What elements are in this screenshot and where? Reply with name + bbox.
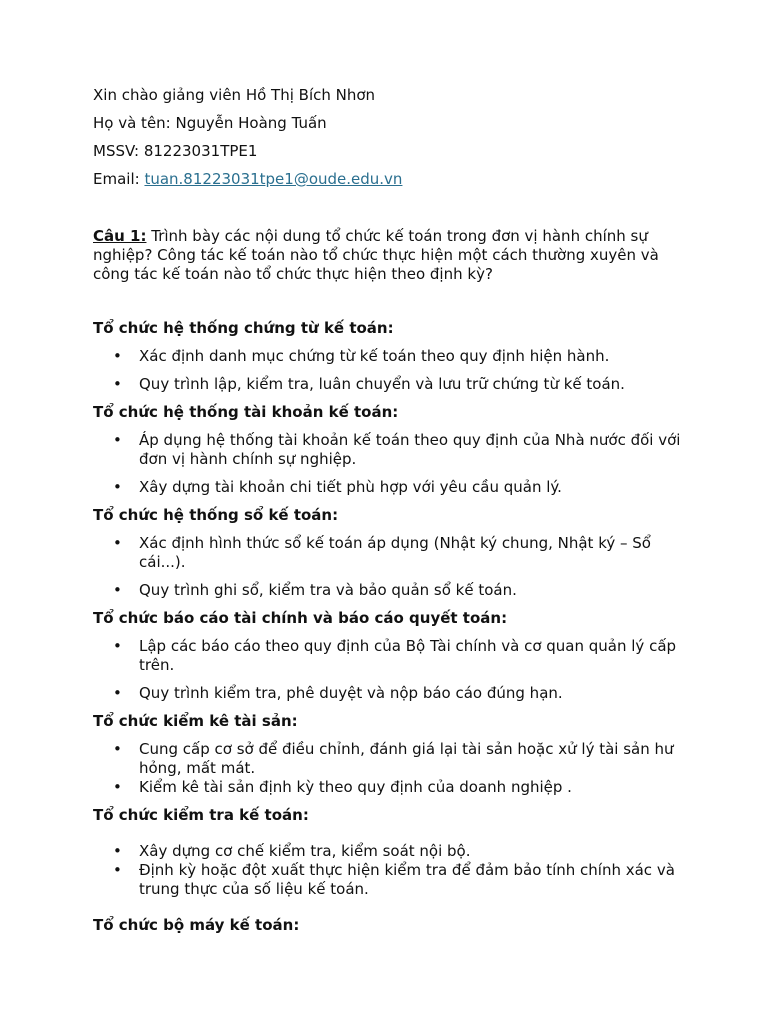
student-name-line: Họ và tên: Nguyễn Hoàng Tuấn bbox=[93, 114, 327, 132]
question-1 bbox=[93, 227, 683, 284]
list-item: • Quy trình kiểm tra, phê duyệt và nộp báo cáo đúng hạn. bbox=[93, 684, 683, 703]
email-link[interactable]: tuan.81223031tpe1@oude.edu.vn bbox=[144, 170, 403, 188]
section-list-tai-khoan bbox=[93, 431, 683, 497]
answer-content bbox=[93, 319, 683, 944]
list-item: • Xác định danh mục chứng từ kế toán theo quy định hiện hành. bbox=[93, 347, 683, 366]
question-text: Trình bày các nội dung tổ chức kế toán trong đơn vị hành chính sự nghiệp? Công tác kế toán nào tổ chức thực hiện một cách thường xuyên và công tác kế toán nào tổ chức thực hiện theo định kỳ? bbox=[93, 227, 659, 283]
email-line bbox=[93, 170, 693, 189]
list-item: • Xây dựng tài khoản chi tiết phù hợp với yêu cầu quản lý. bbox=[93, 478, 683, 497]
section-title-bo-may: Tổ chức bộ máy kế toán: bbox=[93, 916, 300, 934]
student-id-line: MSSV: 81223031TPE1 bbox=[93, 142, 258, 160]
list-item: • Quy trình ghi sổ, kiểm tra và bảo quản sổ kế toán. bbox=[93, 581, 683, 600]
section-title-kiem-tra: Tổ chức kiểm tra kế toán: bbox=[93, 806, 309, 824]
section-title-so-ke-toan: Tổ chức hệ thống sổ kế toán: bbox=[93, 506, 339, 524]
section-title-tai-khoan: Tổ chức hệ thống tài khoản kế toán: bbox=[93, 403, 399, 421]
email-label: Email: bbox=[93, 170, 145, 188]
list-item: • Định kỳ hoặc đột xuất thực hiện kiểm tra để đảm bảo tính chính xác và trung thực của số liệu kế toán. bbox=[93, 861, 683, 899]
greeting-line: Xin chào giảng viên Hồ Thị Bích Nhơn bbox=[93, 86, 376, 104]
list-item: • Kiểm kê tài sản định kỳ theo quy định của doanh nghiệp . bbox=[93, 778, 683, 797]
list-item: • Cung cấp cơ sở để điều chỉnh, đánh giá lại tài sản hoặc xử lý tài sản hư hỏng, mất mát. bbox=[93, 740, 683, 778]
list-item: • Xác định hình thức sổ kế toán áp dụng (Nhật ký chung, Nhật ký – Sổ cái...). bbox=[93, 534, 683, 572]
section-title-chung-tu: Tổ chức hệ thống chứng từ kế toán: bbox=[93, 319, 394, 337]
student-info bbox=[93, 86, 693, 198]
list-item: • Lập các báo cáo theo quy định của Bộ Tài chính và cơ quan quản lý cấp trên. bbox=[93, 637, 683, 675]
section-list-bao-cao bbox=[93, 637, 683, 703]
section-title-bao-cao: Tổ chức báo cáo tài chính và báo cáo quyết toán: bbox=[93, 609, 508, 627]
section-list-kiem-tra bbox=[93, 842, 683, 899]
list-item: • Xây dựng cơ chế kiểm tra, kiểm soát nội bộ. bbox=[93, 842, 683, 861]
list-item: • Áp dụng hệ thống tài khoản kế toán theo quy định của Nhà nước đối với đơn vị hành chính sự nghiệp. bbox=[93, 431, 683, 469]
section-list-chung-tu bbox=[93, 347, 683, 394]
section-title-kiem-ke: Tổ chức kiểm kê tài sản: bbox=[93, 712, 298, 730]
section-list-so-ke-toan bbox=[93, 534, 683, 600]
section-list-kiem-ke bbox=[93, 740, 683, 797]
question-label: Câu 1: bbox=[93, 227, 147, 245]
list-item: • Quy trình lập, kiểm tra, luân chuyển và lưu trữ chứng từ kế toán. bbox=[93, 375, 683, 394]
